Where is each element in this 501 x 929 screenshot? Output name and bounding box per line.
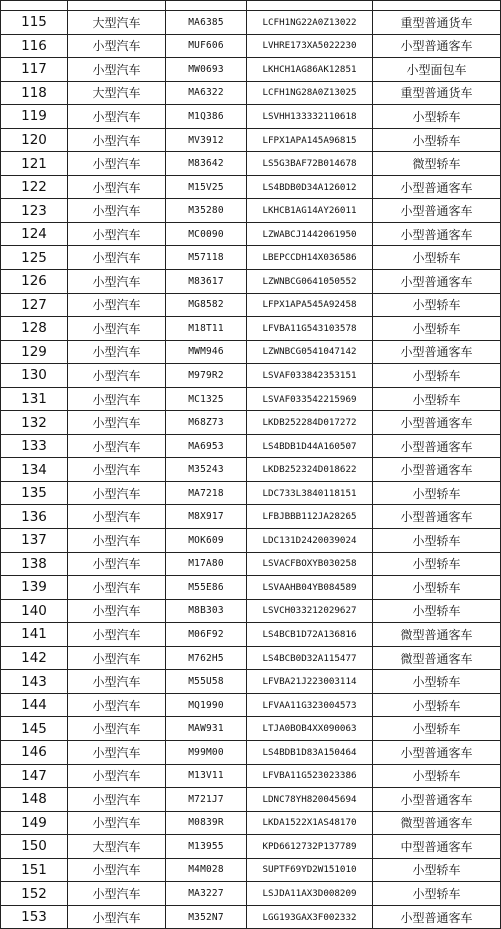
vin-cell: LKDB252324D018622 [247, 458, 373, 482]
row-number-cell: 132 [1, 411, 68, 435]
vehicle-class-cell: 小型轿车 [373, 552, 501, 576]
table-row [1, 505, 501, 529]
row-number-cell: 135 [1, 481, 68, 505]
plate-number-cell: M762H5 [166, 646, 247, 670]
plate-number-cell: MA3227 [166, 882, 247, 906]
top-cell [166, 1, 247, 11]
row-number-cell: 153 [1, 905, 68, 929]
plate-number-cell: M13V11 [166, 764, 247, 788]
row-number-cell: 126 [1, 270, 68, 294]
table-row [1, 717, 501, 741]
vehicle-type-cell: 小型汽车 [68, 340, 166, 364]
plate-number-cell: M15V25 [166, 175, 247, 199]
vehicle-type-cell: 小型汽车 [68, 505, 166, 529]
row-number-cell: 118 [1, 81, 68, 105]
vin-cell: LSVCH033212029627 [247, 599, 373, 623]
plate-number-cell: MG8582 [166, 293, 247, 317]
row-number-cell: 142 [1, 646, 68, 670]
vehicle-type-cell: 大型汽车 [68, 11, 166, 35]
vin-cell: LFVBA21J223003114 [247, 670, 373, 694]
table-row [1, 458, 501, 482]
row-number-cell: 137 [1, 529, 68, 553]
table-row [1, 740, 501, 764]
vehicle-class-cell: 中型普通客车 [373, 835, 501, 859]
vehicle-class-cell: 微型轿车 [373, 152, 501, 176]
row-number-cell: 151 [1, 858, 68, 882]
vehicle-class-cell: 小型轿车 [373, 599, 501, 623]
plate-number-cell: MC1325 [166, 387, 247, 411]
row-number-cell: 124 [1, 222, 68, 246]
vehicle-type-cell: 大型汽车 [68, 81, 166, 105]
table-row [1, 552, 501, 576]
row-number-cell: 129 [1, 340, 68, 364]
vehicle-class-cell: 小型普通客车 [373, 340, 501, 364]
table-row [1, 293, 501, 317]
plate-number-cell: M68Z73 [166, 411, 247, 435]
vin-cell: LSVACFBOXYB030258 [247, 552, 373, 576]
plate-number-cell: M979R2 [166, 364, 247, 388]
table-row [1, 81, 501, 105]
vehicle-class-cell: 小型轿车 [373, 387, 501, 411]
vehicle-table-body [1, 1, 501, 929]
vehicle-type-cell: 小型汽车 [68, 246, 166, 270]
row-number-cell: 139 [1, 576, 68, 600]
vin-cell: LZWABCJ1442061950 [247, 222, 373, 246]
table-row [1, 693, 501, 717]
table-row [1, 222, 501, 246]
vehicle-type-cell: 小型汽车 [68, 270, 166, 294]
vehicle-type-cell: 小型汽车 [68, 34, 166, 58]
vehicle-type-cell: 小型汽车 [68, 764, 166, 788]
plate-number-cell: MA6322 [166, 81, 247, 105]
vehicle-class-cell: 小型轿车 [373, 364, 501, 388]
table-row [1, 152, 501, 176]
vehicle-class-cell: 小型面包车 [373, 58, 501, 82]
vehicle-class-cell: 小型普通客车 [373, 905, 501, 929]
vehicle-class-cell: 小型普通客车 [373, 434, 501, 458]
plate-number-cell: MA7218 [166, 481, 247, 505]
row-number-cell: 150 [1, 835, 68, 859]
vehicle-class-cell: 小型轿车 [373, 858, 501, 882]
table-row [1, 646, 501, 670]
vehicle-class-cell: 小型普通客车 [373, 222, 501, 246]
vehicle-class-cell: 小型普通客车 [373, 505, 501, 529]
vehicle-type-cell: 小型汽车 [68, 58, 166, 82]
table-row [1, 364, 501, 388]
row-number-cell: 117 [1, 58, 68, 82]
vin-cell: LFPX1APA145A96815 [247, 128, 373, 152]
row-number-cell: 128 [1, 317, 68, 341]
plate-number-cell: M1Q386 [166, 105, 247, 129]
vin-cell: LGG193GAX3F002332 [247, 905, 373, 929]
plate-number-cell: M8B303 [166, 599, 247, 623]
row-number-cell: 148 [1, 788, 68, 812]
vehicle-type-cell: 小型汽车 [68, 670, 166, 694]
plate-number-cell: M35243 [166, 458, 247, 482]
table-row [1, 387, 501, 411]
vehicle-class-cell: 小型轿车 [373, 764, 501, 788]
table-row [1, 199, 501, 223]
table-row [1, 128, 501, 152]
row-number-cell: 119 [1, 105, 68, 129]
vin-cell: LSVAF033542215969 [247, 387, 373, 411]
vehicle-type-cell: 小型汽车 [68, 717, 166, 741]
vin-cell: LS4BCB0D32A115477 [247, 646, 373, 670]
vehicle-class-cell: 重型普通货车 [373, 81, 501, 105]
row-number-cell: 116 [1, 34, 68, 58]
row-number-cell: 141 [1, 623, 68, 647]
row-number-cell: 136 [1, 505, 68, 529]
vin-cell: LTJA0BOB4XX090063 [247, 717, 373, 741]
vehicle-class-cell: 小型普通客车 [373, 740, 501, 764]
table-row [1, 270, 501, 294]
row-number-cell: 123 [1, 199, 68, 223]
row-number-cell: 152 [1, 882, 68, 906]
plate-number-cell: M06F92 [166, 623, 247, 647]
vin-cell: LFVBA11G543103578 [247, 317, 373, 341]
table-row [1, 340, 501, 364]
row-number-cell: 149 [1, 811, 68, 835]
table-row [1, 599, 501, 623]
vehicle-type-cell: 小型汽车 [68, 128, 166, 152]
plate-number-cell: M721J7 [166, 788, 247, 812]
vin-cell: LFVAA11G323004573 [247, 693, 373, 717]
table-row [1, 623, 501, 647]
row-number-cell: 127 [1, 293, 68, 317]
plate-number-cell: M17A80 [166, 552, 247, 576]
table-row [1, 529, 501, 553]
vin-cell: LS4BCB1D72A136816 [247, 623, 373, 647]
table-row [1, 811, 501, 835]
plate-number-cell: M352N7 [166, 905, 247, 929]
row-number-cell: 131 [1, 387, 68, 411]
vehicle-class-cell: 小型普通客车 [373, 199, 501, 223]
vehicle-type-cell: 小型汽车 [68, 552, 166, 576]
plate-number-cell: M18T11 [166, 317, 247, 341]
table-row [1, 576, 501, 600]
vin-cell: LSVAAHB04YB084589 [247, 576, 373, 600]
plate-number-cell: MA6953 [166, 434, 247, 458]
top-cell [247, 1, 373, 11]
plate-number-cell: M55E86 [166, 576, 247, 600]
plate-number-cell: MOK609 [166, 529, 247, 553]
vehicle-type-cell: 小型汽车 [68, 458, 166, 482]
vin-cell: SUPTF69YD2W151010 [247, 858, 373, 882]
vin-cell: KPD6612732P137789 [247, 835, 373, 859]
vehicle-class-cell: 小型轿车 [373, 693, 501, 717]
top-cell [373, 1, 501, 11]
vehicle-class-cell: 小型轿车 [373, 717, 501, 741]
row-number-cell: 146 [1, 740, 68, 764]
plate-number-cell: MW0693 [166, 58, 247, 82]
vin-cell: LZWNBCG0541047142 [247, 340, 373, 364]
vehicle-type-cell: 小型汽车 [68, 740, 166, 764]
vehicle-class-cell: 小型轿车 [373, 882, 501, 906]
top-cell [68, 1, 166, 11]
vehicle-class-cell: 小型轿车 [373, 317, 501, 341]
table-row [1, 764, 501, 788]
vehicle-type-cell: 小型汽车 [68, 529, 166, 553]
vehicle-class-cell: 小型普通客车 [373, 270, 501, 294]
vehicle-type-cell: 小型汽车 [68, 387, 166, 411]
vehicle-type-cell: 小型汽车 [68, 222, 166, 246]
vin-cell: LSVHH133332110618 [247, 105, 373, 129]
vehicle-type-cell: 小型汽车 [68, 199, 166, 223]
vehicle-class-cell: 小型轿车 [373, 670, 501, 694]
plate-number-cell: M57118 [166, 246, 247, 270]
row-number-cell: 133 [1, 434, 68, 458]
vehicle-class-cell: 小型普通客车 [373, 175, 501, 199]
vin-cell: LZWNBCG0641050552 [247, 270, 373, 294]
row-number-cell: 147 [1, 764, 68, 788]
vehicle-type-cell: 小型汽车 [68, 293, 166, 317]
plate-number-cell: M83617 [166, 270, 247, 294]
vehicle-class-cell: 小型轿车 [373, 293, 501, 317]
row-number-cell: 121 [1, 152, 68, 176]
vin-cell: LS4BDB1D83A150464 [247, 740, 373, 764]
vehicle-type-cell: 小型汽车 [68, 105, 166, 129]
vehicle-class-cell: 小型普通客车 [373, 411, 501, 435]
vehicle-type-cell: 小型汽车 [68, 481, 166, 505]
vin-cell: LSVAF033842353151 [247, 364, 373, 388]
vin-cell: LFBJBBB112JA28265 [247, 505, 373, 529]
plate-number-cell: M99M00 [166, 740, 247, 764]
table-row [1, 175, 501, 199]
plate-number-cell: MV3912 [166, 128, 247, 152]
vin-cell: LKDB252284D017272 [247, 411, 373, 435]
vin-cell: LVHRE173XA5022230 [247, 34, 373, 58]
row-number-cell: 143 [1, 670, 68, 694]
vehicle-type-cell: 小型汽车 [68, 434, 166, 458]
table-row [1, 835, 501, 859]
table-row [1, 246, 501, 270]
plate-number-cell: M55U58 [166, 670, 247, 694]
vin-cell: LS4BDB1D44A160507 [247, 434, 373, 458]
row-number-cell: 130 [1, 364, 68, 388]
vehicle-type-cell: 小型汽车 [68, 646, 166, 670]
vin-cell: LSJDA11AX3D008209 [247, 882, 373, 906]
table-row [1, 481, 501, 505]
table-row [1, 858, 501, 882]
vehicle-class-cell: 小型轿车 [373, 105, 501, 129]
table-row [1, 11, 501, 35]
vin-cell: LCFH1NG22A0Z13022 [247, 11, 373, 35]
plate-number-cell: M83642 [166, 152, 247, 176]
vehicle-type-cell: 小型汽车 [68, 599, 166, 623]
vehicle-type-cell: 大型汽车 [68, 835, 166, 859]
table-row [1, 905, 501, 929]
row-number-cell: 120 [1, 128, 68, 152]
table-row [1, 58, 501, 82]
vehicle-type-cell: 小型汽车 [68, 788, 166, 812]
plate-number-cell: MWM946 [166, 340, 247, 364]
vehicle-class-cell: 微型普通客车 [373, 646, 501, 670]
vehicle-type-cell: 小型汽车 [68, 411, 166, 435]
vehicle-class-cell: 小型轿车 [373, 529, 501, 553]
vehicle-type-cell: 小型汽车 [68, 623, 166, 647]
row-number-cell: 134 [1, 458, 68, 482]
vehicle-type-cell: 小型汽车 [68, 317, 166, 341]
vehicle-type-cell: 小型汽车 [68, 811, 166, 835]
table-row [1, 788, 501, 812]
vehicle-type-cell: 小型汽车 [68, 882, 166, 906]
plate-number-cell: M8X917 [166, 505, 247, 529]
vin-cell: LCFH1NG28A0Z13025 [247, 81, 373, 105]
row-number-cell: 115 [1, 11, 68, 35]
table-row [1, 411, 501, 435]
row-number-cell: 122 [1, 175, 68, 199]
vehicle-type-cell: 小型汽车 [68, 576, 166, 600]
vehicle-type-cell: 小型汽车 [68, 858, 166, 882]
row-number-cell: 140 [1, 599, 68, 623]
vehicle-class-cell: 小型轿车 [373, 576, 501, 600]
vehicle-class-cell: 微型普通客车 [373, 623, 501, 647]
plate-number-cell: MQ1990 [166, 693, 247, 717]
vin-cell: LKHCH1AG86AK12851 [247, 58, 373, 82]
top-cell [1, 1, 68, 11]
vehicle-class-cell: 小型轿车 [373, 481, 501, 505]
vin-cell: LDC733L3840118151 [247, 481, 373, 505]
plate-number-cell: M0839R [166, 811, 247, 835]
row-number-cell: 145 [1, 717, 68, 741]
row-number-cell: 138 [1, 552, 68, 576]
plate-number-cell: MA6385 [166, 11, 247, 35]
vehicle-type-cell: 小型汽车 [68, 152, 166, 176]
vin-cell: LBEPCCDH14X036586 [247, 246, 373, 270]
plate-number-cell: M4M028 [166, 858, 247, 882]
plate-number-cell: M13955 [166, 835, 247, 859]
vehicle-type-cell: 小型汽车 [68, 905, 166, 929]
vehicle-class-cell: 小型普通客车 [373, 788, 501, 812]
vin-cell: LS5G3BAF72B014678 [247, 152, 373, 176]
vin-cell: LFVBA11G523023386 [247, 764, 373, 788]
vin-cell: LKHCB1AG14AY26011 [247, 199, 373, 223]
vin-cell: LS4BDB0D34A126012 [247, 175, 373, 199]
vehicle-class-cell: 微型普通客车 [373, 811, 501, 835]
vehicle-class-cell: 小型普通客车 [373, 34, 501, 58]
vehicle-class-cell: 小型普通客车 [373, 458, 501, 482]
table-row [1, 882, 501, 906]
row-number-cell: 144 [1, 693, 68, 717]
plate-number-cell: MAW931 [166, 717, 247, 741]
vin-cell: LKDA1522X1AS48170 [247, 811, 373, 835]
vin-cell: LDC131D2420039024 [247, 529, 373, 553]
vehicle-class-cell: 重型普通货车 [373, 11, 501, 35]
row-number-cell: 125 [1, 246, 68, 270]
plate-number-cell: MC0090 [166, 222, 247, 246]
table-row [1, 317, 501, 341]
vin-cell: LDNC78YH820045694 [247, 788, 373, 812]
vehicle-class-cell: 小型轿车 [373, 246, 501, 270]
table-top-row [1, 1, 501, 11]
plate-number-cell: MUF606 [166, 34, 247, 58]
table-row [1, 434, 501, 458]
plate-number-cell: M35280 [166, 199, 247, 223]
vehicle-type-cell: 小型汽车 [68, 175, 166, 199]
vehicle-class-cell: 小型轿车 [373, 128, 501, 152]
vehicle-type-cell: 小型汽车 [68, 364, 166, 388]
vehicle-type-cell: 小型汽车 [68, 693, 166, 717]
table-row [1, 34, 501, 58]
vin-cell: LFPX1APA545A92458 [247, 293, 373, 317]
table-row [1, 670, 501, 694]
table-row [1, 105, 501, 129]
